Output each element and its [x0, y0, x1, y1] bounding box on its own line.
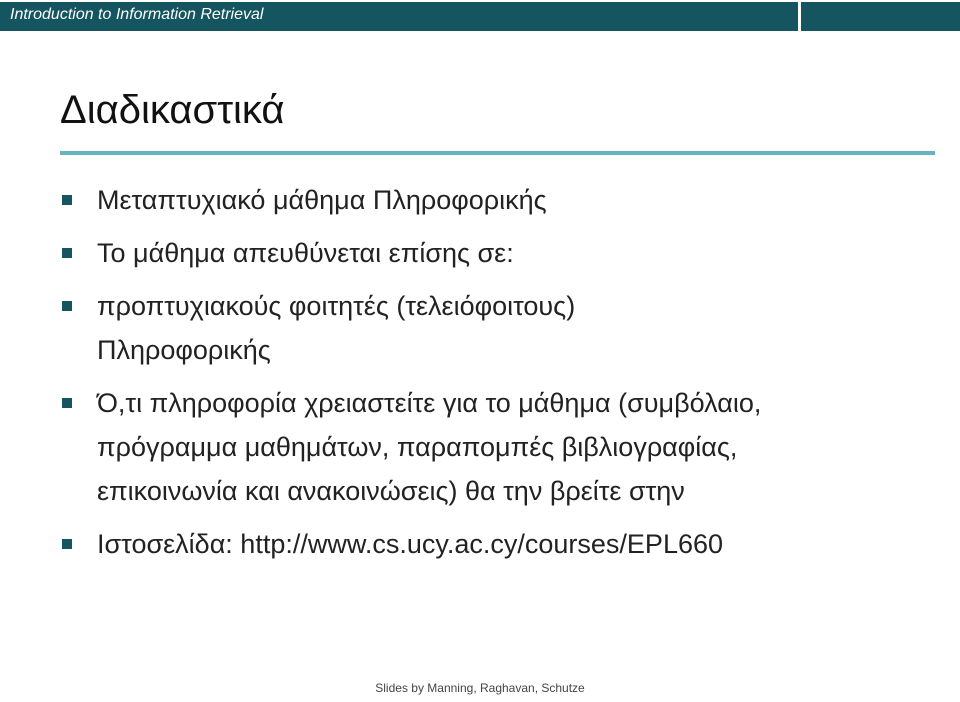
bullet-text: προπτυχιακούς φοιτητές (τελειόφοιτους) Πληροφορικής: [97, 291, 576, 365]
footer-credit: Slides by Manning, Raghavan, Schutze: [375, 681, 585, 695]
slide-title: Διαδικαστικά: [60, 88, 285, 132]
bullet-item: [62, 231, 942, 275]
bullet-item: [62, 381, 867, 513]
bullet-item: [62, 284, 737, 372]
header-bar-tail: [801, 2, 960, 31]
bullet-item: [62, 178, 942, 222]
square-bullet-icon: [62, 539, 72, 549]
bullet-text: Ιστοσελίδα: http://www.cs.ucy.ac.cy/courses/EPL660: [97, 529, 724, 559]
bullet-text: Μεταπτυχιακό μάθημα Πληροφορικής: [97, 185, 547, 215]
square-bullet-icon: [62, 301, 72, 311]
bullet-list: [62, 178, 942, 575]
header-bar: [0, 0, 960, 34]
square-bullet-icon: [62, 248, 72, 258]
bullet-text: Το μάθημα απευθύνεται επίσης σε:: [97, 238, 514, 268]
course-title: Introduction to Information Retrieval: [10, 6, 264, 23]
title-divider: [60, 151, 935, 155]
square-bullet-icon: [62, 398, 72, 408]
square-bullet-icon: [62, 195, 72, 205]
bullet-item: [62, 522, 942, 566]
bullet-text: Ό,τι πληροφορία χρειαστείτε για το μάθημα (συμβόλαιο, πρόγραμμα μαθημάτων, παραπομπές βιβλιογραφίας, επικοινωνία και ανακοινώσεις) θα την βρείτε στην: [97, 388, 762, 506]
